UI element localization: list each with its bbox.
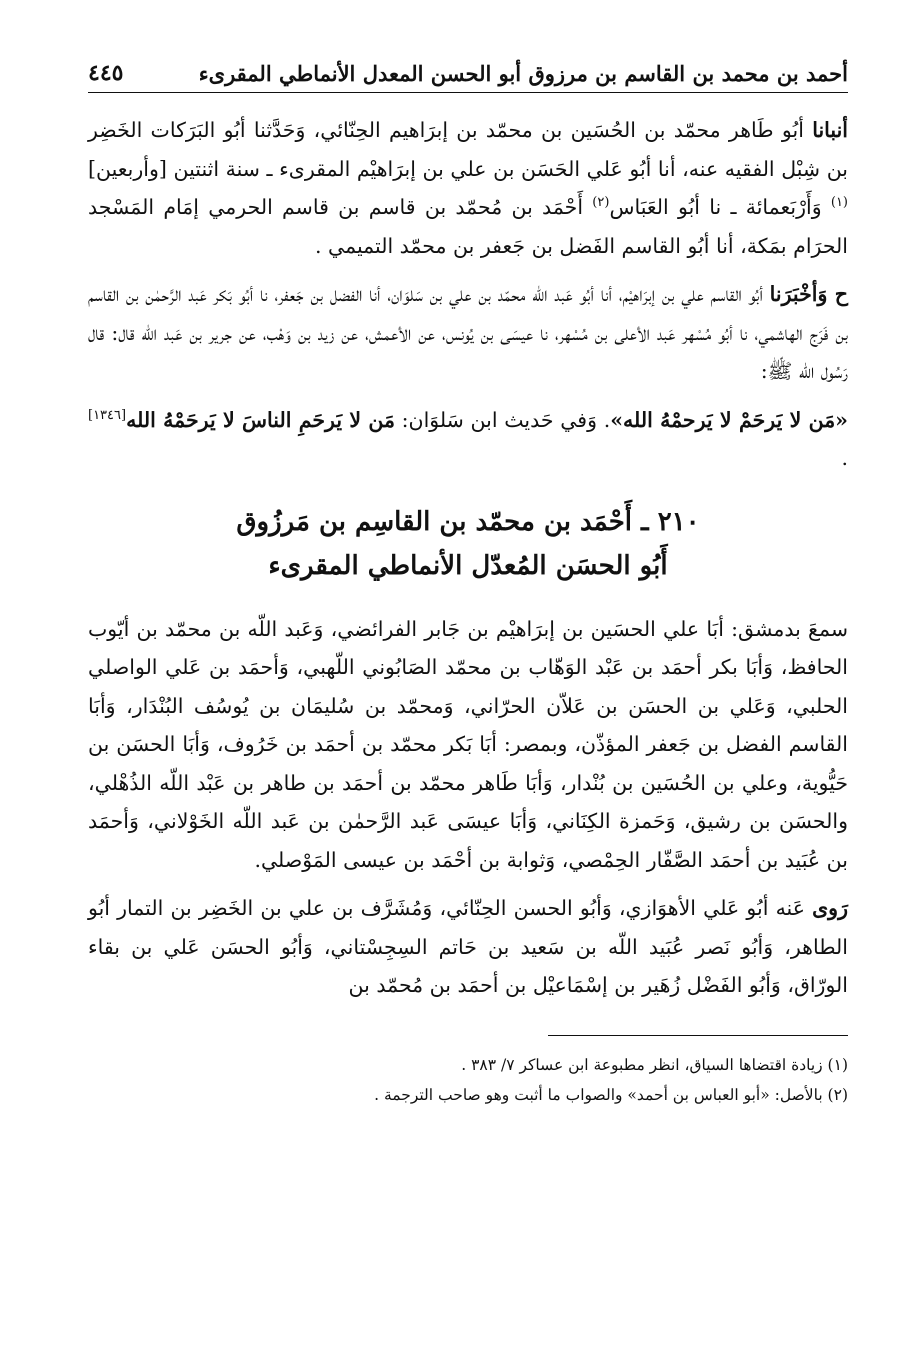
isnad-lead-akhbarana: ح وَأخْبَرَنا	[769, 282, 848, 306]
hadith-variant: مَن لا يَرحَمِ الناسَ لا يَرحَمْهُ الله	[126, 407, 395, 432]
footnote-1: (١) زيادة اقتضاها السياق، انظر مطبوعة ابن عساكر ٧/ ٣٨٣ .	[461, 1055, 848, 1074]
isnad1-text-a: أبُو طَاهر محمّد بن الحُسَين بن محمّد بن إبرَاهيم الحِنّائي، وَحَدَّثنا أبُو البَرَكات الخَضِر بن شِبْل الفقيه عنه، أنا أبُو عَلي الحَسَن بن علي بن إبرَاهيْم المقرىء ـ سنة اثنتين [وأربعين]	[88, 118, 848, 181]
running-header	[88, 60, 848, 93]
isnad-paragraph-2	[88, 275, 848, 391]
hadith-number: [١٣٤٦]	[88, 407, 127, 423]
footnote-2: (٢) بالأصل: «أبو العباس بن أحمد» والصواب ما أثبت وهو صاحب الترجمة .	[374, 1085, 848, 1104]
footnote-ref-2[interactable]: (٢)	[592, 195, 610, 211]
footnotes	[88, 1050, 848, 1110]
isnad-lead-anbana: أنبانا	[812, 118, 848, 142]
hadith-quote: «مَن لا يَرحَمْ لا يَرحمْهُ الله»	[610, 407, 848, 432]
isnad1-text-b: وَأَرْبَعمائة ـ نا أبُو العَبَاس	[609, 195, 831, 219]
students-lead: رَوى	[812, 896, 848, 920]
teachers-paragraph: سمعَ بدمشق: أبَا علي الحسَين بن إبرَاهيْم بن جَابر الفرائضي، وَعَبد اللّه بن محمّد بن أيّوب الحافظ، وَأبَا بكر أحمَد بن عَبْد الوَهّاب بن محمّد الصَابُوني اللّهبي، وَأحمَد بن عَلي الواصلي الحلبي، وَعَلي بن الحسَن بن عَلاّن الحرّاني، وَمحمّد بن سُليمَان بن يُوسُف البُنْدَار، وَأبَا القاسم الفضل بن جَعفر المؤذّن، وبمصر: أبَا بَكر محمّد بن أحمَد بن خَرُوف، وَأبَا الحسَن بن حَيُّوية، وعلي بن الحُسَين بن بُنْدار، وَأبَا طَاهر محمّد بن أحمَد بن طاهر بن عَبْد اللّه الذُهْلي، والحسَن بن رشيق، وَحَمزة الكِنَاني، وَأبَا عيسَى عَبد الرَّحمٰن بن عَبد اللّه الخَوْلاني، وَأحمَد بن عُبَيد بن أحمَد الصَّفّار الحِمْصي، وَثوابة بن أحْمَد بن عيسى المَوْصلي.	[88, 616, 848, 872]
page	[88, 60, 848, 1110]
footnote-ref-1[interactable]: (١)	[830, 195, 848, 211]
isnad-paragraph-1	[88, 111, 848, 265]
page-number: ٤٤٥	[88, 60, 124, 86]
isnad1-text-c: أَحْمَد بن مُحمّد بن قاسم بن قاسم الحرمي إمَام المَسْجد الحرَام بمَكة، أنا أبُو القاسم الفَضل بن جَعفر بن محمّد التميمي .	[88, 195, 848, 258]
hadith-middle: . وَفي حَديث ابن سَلوَان:	[394, 407, 611, 432]
footnote-divider	[548, 1035, 848, 1036]
hadith-paragraph	[88, 401, 848, 478]
hadith-end: .	[841, 446, 848, 470]
entry-title-line-1: ٢١٠ ـ أَحْمَد بن محمّد بن القاسِم بن مَرزُوق	[236, 506, 700, 537]
students-paragraph	[88, 889, 848, 1005]
entry-title-line-2: أَبُو الحسَن المُعدّل الأنماطي المقرىء	[268, 550, 668, 581]
entry-title	[88, 500, 848, 588]
students-text: عَنه أبُو عَلي الأهوَازي، وَأبُو الحسن الحِنّائي، وَمُشَرَّف بن علي بن الخَضِر بن التمار أبُو الطاهر، وَأبُو نَصر عُبَيد اللّه بن سَعيد بن حَاتم السِجِسْتاني، وَأبُو الحسَن عَلي بن بقاء الورّاق، وَأبُو الفَضْل زُهَير بن إسْمَاعيْل بن أحمَد بن مُحمّد بن	[88, 896, 848, 997]
header-title: أحمد بن محمد بن القاسم بن مرزوق أبو الحسن المعدل الأنماطي المقرىء	[198, 61, 848, 86]
isnad2-text: أبُو القاسم علي بن إبرَاهيْم، أنا أبُو عَبد اللّه محمّد بن علي بن سَلوَان، أنا الفضل بن جَعفر، نا أبُو بَكر عَبد الرَّحمٰن بن القاسم بن فَرَج الهاشمي، نا أبُو مُسْهر عَبد الأعلى بن مُسْهر، نا عيسَى بن يُونس، عن الأعمش، عن زيد بن وَهْب، عن جرير بن عَبد اللّه قال: قال رَسُول اللّه ﷺ:	[88, 282, 848, 383]
